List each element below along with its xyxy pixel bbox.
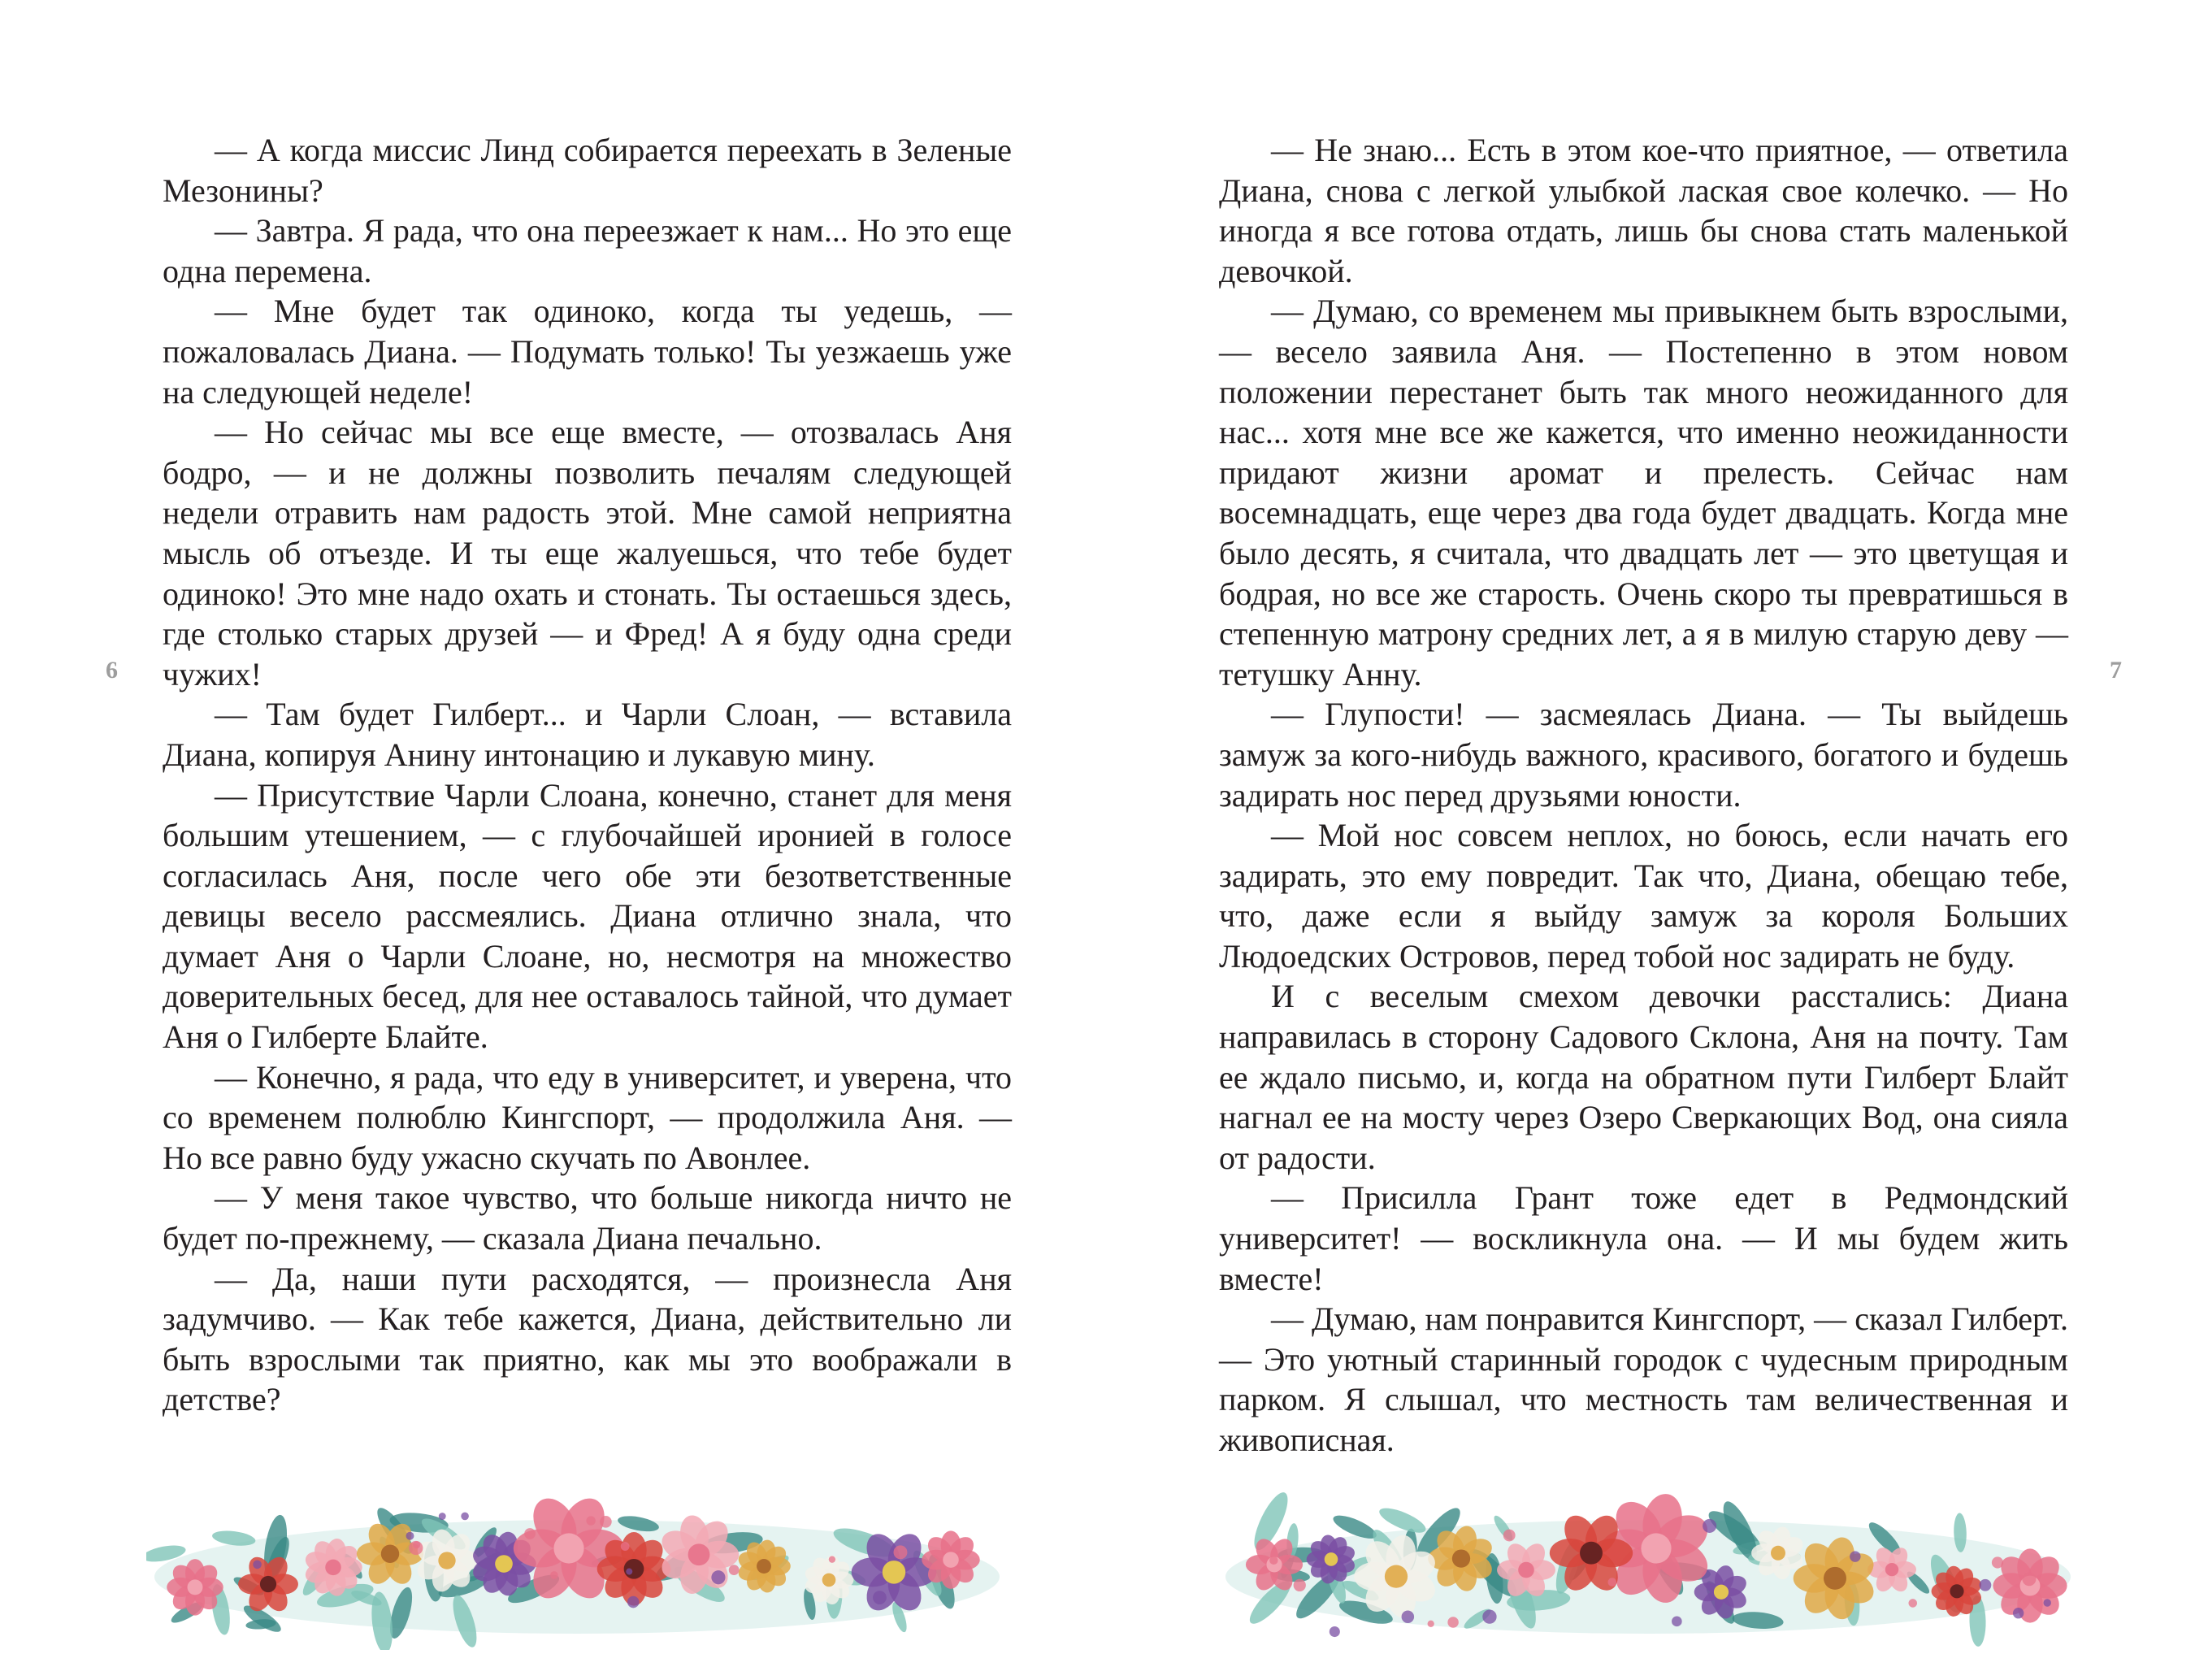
flower-icon xyxy=(922,1530,979,1588)
left-page-text xyxy=(163,130,1012,1420)
flower-icon xyxy=(597,1532,671,1606)
paragraph: — У меня такое чувство, что больше никогда ничто не будет по-прежнему, — сказала Диана печально. xyxy=(163,1179,1012,1257)
paragraph: — Но сейчас мы все еще вместе, — отозвалась Аня бодро, — и не должны позволить печалям следующей недели отравить нам радость этой. Мне самой неприятна мысль об отъезде. И ты еще жалуешься, что тебе будет одиноко! Это мне надо охать и стонать. Ты остаешься здесь, где столько старых друзей — и Фред! А я буду одна среди чужих! xyxy=(163,414,1012,692)
right-page-text xyxy=(1219,130,2068,1461)
floral-border-right xyxy=(1217,1463,2079,1650)
paragraph: — Конечно, я рада, что еду в университет, и уверена, что со временем полюблю Кингспорт, — продолжила Аня. — Но все равно буду ужасно скучать по Авонлее. xyxy=(163,1058,1012,1176)
page-number: 6 xyxy=(106,657,118,684)
paragraph: — Да, наши пути расходятся, — произнесла Аня задумчиво. — Как тебе кажется, Диана, действительно ли быть взрослыми так приятно, как мы это воображали в детстве? xyxy=(163,1260,1012,1418)
paragraph: — Мой нос совсем неплох, но боюсь, если начать его задирать, это ему повредит. Так что, Диана, обещаю тебе, что, даже если я выйду замуж за короля Больших Людоедских Островов, перед тобой нос задирать не буду. xyxy=(1219,817,2068,975)
paragraph: — Завтра. Я рада, что она переезжает к нам... Но это еще одна перемена. xyxy=(163,212,1012,289)
paragraph: И с веселым смехом девочки расстались: Диана направилась в сторону Садового Склона, Аня на почту. Там ее ждало письмо, и, когда на обратном пути Гилберт Блайт нагнал ее на мосту через Озеро Сверкающих Вод, она сияла от радости. xyxy=(1219,978,2068,1176)
paragraph: — А когда миссис Линд собирается переехать в Зеленые Мезонины? xyxy=(163,132,1012,209)
paragraph: — Думаю, со временем мы привыкнем быть взрослыми, — весело заявила Аня. — Постепенно в этом новом положении перестанет быть так много неожиданного для нас... хотя мне все же кажется, что именно неожиданности придают жизни аромат и прелесть. Сейчас нам восемнадцать, еще через два года будет двадцать. Когда мне было десять, я считала, что двадцать лет — это цветущая и бодрая, но все же старость. Очень скоро ты превратишься в степенную матрону средних лет, а я в милую старую деву — тетушку Анну. xyxy=(1219,293,2068,692)
paragraph: — Думаю, нам понравится Кингспорт, — сказал Гилберт. — Это уютный старинный городок с чудесным природным парком. Я слышал, что местность там величественная и живописная. xyxy=(1219,1300,2068,1458)
right-page xyxy=(1104,0,2208,1680)
page-number: 7 xyxy=(2110,657,2122,684)
floral-border-left xyxy=(146,1463,1008,1650)
paragraph: — Присутствие Чарли Слоана, конечно, станет для меня большим утешением, — с глубочайшей иронией в голосе согласилась Аня, после чего обе эти безответственные девицы весело рассмеялись. Диана отлично знала, что думает Аня о Чарли Слоане, но, несмотря на множество доверительных бесед, для нее оставалось тайной, что думает Аня о Гилберте Блайте. xyxy=(163,776,1012,1056)
paragraph: — Глупости! — засмеялась Диана. — Ты выйдешь замуж за кого-нибудь важного, красивого, богатого и будешь задирать нос перед друзьями юности. xyxy=(1219,696,2068,814)
paragraph: — Мне будет так одиноко, когда ты уедешь, — пожаловалась Диана. — Подумать только! Ты уезжаешь уже на следующей неделе! xyxy=(163,293,1012,410)
paragraph: — Присилла Грант тоже едет в Редмондский университет! — воскликнула она. — И мы будем жить вместе! xyxy=(1219,1179,2068,1297)
paragraph: — Там будет Гилберт... и Чарли Слоан, — вставила Диана, копируя Анину интонацию и лукавую мину. xyxy=(163,696,1012,773)
paragraph: — Не знаю... Есть в этом кое-что приятное, — ответила Диана, снова с легкой улыбкой лаская свое колечко. — Но иногда я все готова отдать, лишь бы снова стать маленькой девочкой. xyxy=(1219,132,2068,289)
flower-icon xyxy=(167,1559,223,1616)
